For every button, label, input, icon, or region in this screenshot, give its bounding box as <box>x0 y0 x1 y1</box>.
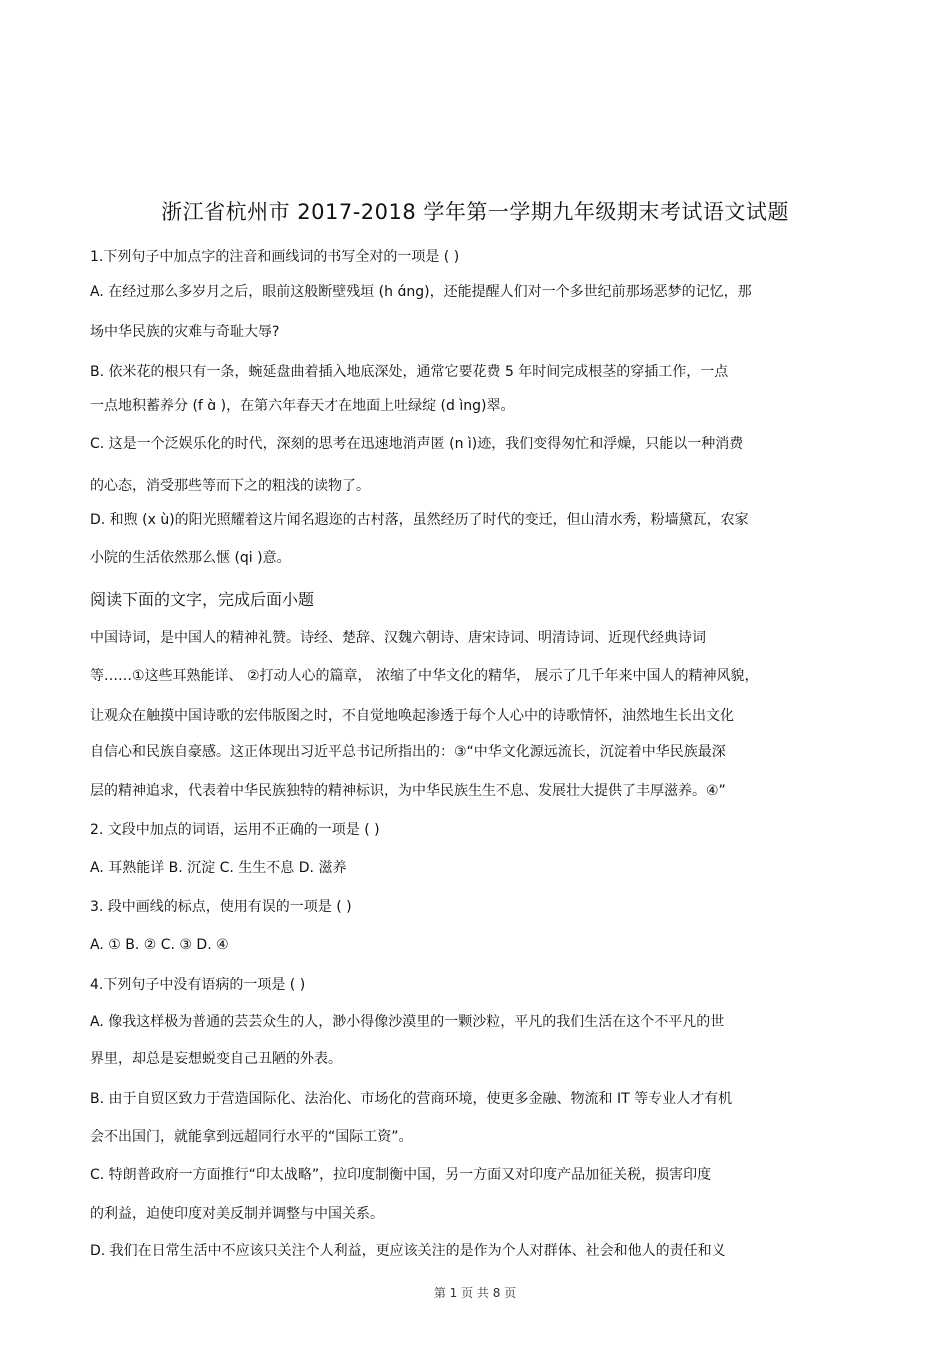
question-4-option-b: B. 由于自贸区致力于营造国际化、法治化、市场化的营商环境，使更多金融、物流和 IT 等专业人才有机 <box>90 1091 733 1107</box>
question-1-option-b: B. 依米花的根只有一条，蜿延盘曲着插入地底深处，通常它要花费 5 年时间完成根茎的穿插工作，一点 <box>90 364 729 380</box>
question-1-stem: 1.下列句子中加点字的注音和画线词的书写全对的一项是 ( ) <box>90 249 460 265</box>
passage-line: 等……①这些耳熟能详、 ②打动人心的篇章， 浓缩了中华文化的精华， 展示了几千年来中国人的精神风貌， <box>90 668 759 684</box>
question-2-options: A. 耳熟能详 B. 沉淀 C. 生生不息 D. 滋养 <box>90 860 347 876</box>
question-1-option-c: C. 这是一个泛娱乐化的时代，深刻的思考在迅速地消声匿 (n ì)迹，我们变得匆忙和浮燥，只能以一种消费 <box>90 436 744 452</box>
question-3-options: A. ① B. ② C. ③ D. ④ <box>90 937 229 953</box>
question-1-option-c-cont: 的心态，消受那些等而下之的粗浅的读物了。 <box>90 478 370 494</box>
question-4-option-b-cont: 会不出国门，就能拿到远超同行水平的“国际工资”。 <box>90 1129 413 1145</box>
section-heading: 阅读下面的文字，完成后面小题 <box>90 590 315 609</box>
question-1-option-d-cont: 小院的生活依然那么惬 (qi )意。 <box>90 550 291 566</box>
question-2-stem: 2. 文段中加点的词语，运用不正确的一项是 ( ) <box>90 822 380 838</box>
question-4-option-c: C. 特朗普政府一方面推行“印太战略”，拉印度制衡中国，另一方面又对印度产品加征关税，损害印度 <box>90 1167 712 1183</box>
passage-line: 自信心和民族自豪感。这正体现出习近平总书记所指出的：③“中华文化源远流长，沉淀着中华民族最深 <box>90 744 726 760</box>
page-footer: 第 1 页 共 8 页 <box>433 1286 517 1300</box>
passage-line: 层的精神追求，代表着中华民族独特的精神标识，为中华民族生生不息、发展壮大提供了丰厚滋养。④” <box>90 783 726 799</box>
question-4-option-c-cont: 的利益，迫使印度对美反制并调整与中国关系。 <box>90 1206 384 1222</box>
question-1-option-a-cont: 场中华民族的灾难与奇耻大辱? <box>90 324 280 340</box>
question-4-option-a-cont: 界里，却总是妄想蜕变自己丑陋的外表。 <box>90 1051 342 1067</box>
question-1-option-b-cont: 一点地积蓄养分 (f ɑ̀ )，在第六年春天才在地面上吐绿绽 (d ìng)翠。 <box>90 398 515 414</box>
question-4-option-a: A. 像我这样极为普通的芸芸众生的人，渺小得像沙漠里的一颗沙粒，平凡的我们生活在这个不平凡的世 <box>90 1014 725 1030</box>
question-1-option-d: D. 和煦 (x ù)的阳光照耀着这片闻名遐迩的古村落，虽然经历了时代的变迁，但山清水秀，粉墙黛瓦，农家 <box>90 512 749 528</box>
question-3-stem: 3. 段中画线的标点，使用有误的一项是 ( ) <box>90 899 352 915</box>
question-4-stem: 4.下列句子中没有语病的一项是 ( ) <box>90 977 306 993</box>
page-title: 浙江省杭州市 2017-2018 学年第一学期九年级期末考试语文试题 <box>161 200 789 224</box>
question-4-option-d: D. 我们在日常生活中不应该只关注个人利益，更应该关注的是作为个人对群体、社会和他人的责任和义 <box>90 1243 726 1259</box>
question-1-option-a: A. 在经过那么多岁月之后，眼前这般断壁残垣 (h ɑ́ng)，还能提醒人们对一个多世纪前那场恶梦的记忆，那 <box>90 284 752 300</box>
passage-line: 中国诗词，是中国人的精神礼赞。诗经、楚辞、汉魏六朝诗、唐宋诗词、明清诗词、近现代经典诗词 <box>90 630 706 646</box>
passage-line: 让观众在触摸中国诗歌的宏伟版图之时，不自觉地唤起渗透于每个人心中的诗歌情怀，油然地生长出文化 <box>90 708 734 724</box>
